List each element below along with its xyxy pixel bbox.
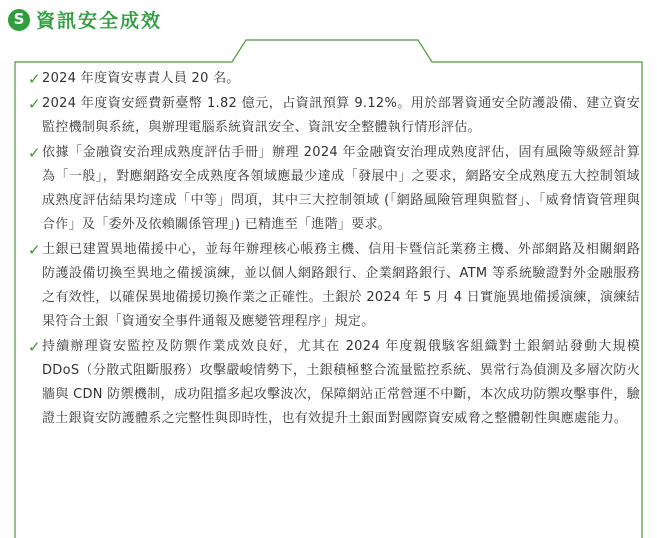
list-item-staff <box>28 67 640 91</box>
check-icon: ✓ <box>28 95 41 113</box>
section-title: 資訊安全成效 <box>36 10 163 32</box>
achievement-list <box>28 67 640 432</box>
item-text: 持續辦理資安監控及防禦作業成效良好，尤其在 2024 年度親俄駭客組織對土銀網站發動大規模 DDoS（分散式阻斷服務）攻擊嚴峻情勢下，土銀積極整合流量監控系統、異常行為偵測及多層次防火牆與 CDN 防禦機制，成功阻擋多起攻擊波次，保障網站正常營運不中斷，本次成功防禦攻擊事件，驗證土銀資安防護體系之完整性與即時性，也有效提升土銀面對國際資安威脅之整體韌性與應處能力。 <box>42 339 640 426</box>
item-text: 土銀已建置異地備援中心，並每年辦理核心帳務主機、信用卡暨信託業務主機、外部網路及相關網路防護設備切換至異地之備援演練，並以個人網路銀行、企業網路銀行、ATM 等系統驗證對外金融服務之有效性，以確保異地備援切換作業之正確性。土銀於 2024 年 5 月 4 日實施異地備援演練，演練結果符合土銀「資通安全事件通報及應變管理程序」規定。 <box>42 242 640 329</box>
leaf-icon: S <box>8 9 30 31</box>
list-item-budget <box>28 92 640 140</box>
check-icon: ✓ <box>28 144 41 162</box>
check-icon: ✓ <box>28 70 41 88</box>
check-icon: ✓ <box>28 241 41 259</box>
item-text: 依據「金融資安治理成熟度評估手冊」辦理 2024 年金融資安治理成熟度評估，固有風險等級經計算為「一般」，對應網路安全成熟度各領域應最少達成「發展中」之要求，網路安全成熟度五大控制領域成熟度評估結果均達成「中等」問項，其中三大控制領域 (「網路風險管理與監督」、「威脅情資管理與合作」及「委外及依賴關係管理」) 已精進至「進階」要求。 <box>42 145 640 232</box>
item-text: 2024 年度資安專責人員 20 名。 <box>42 71 240 86</box>
list-item-backup-center <box>28 238 640 334</box>
list-item-ddos-defense <box>28 335 640 431</box>
check-icon: ✓ <box>28 338 41 356</box>
list-item-maturity-assessment <box>28 141 640 237</box>
item-text: 2024 年度資安經費新臺幣 1.82 億元，占資訊預算 9.12%。用於部署資通安全防護設備、建立資安監控機制與系統，與辦理電腦系統資訊安全、資訊安全整體執行情形評估。 <box>42 96 640 135</box>
